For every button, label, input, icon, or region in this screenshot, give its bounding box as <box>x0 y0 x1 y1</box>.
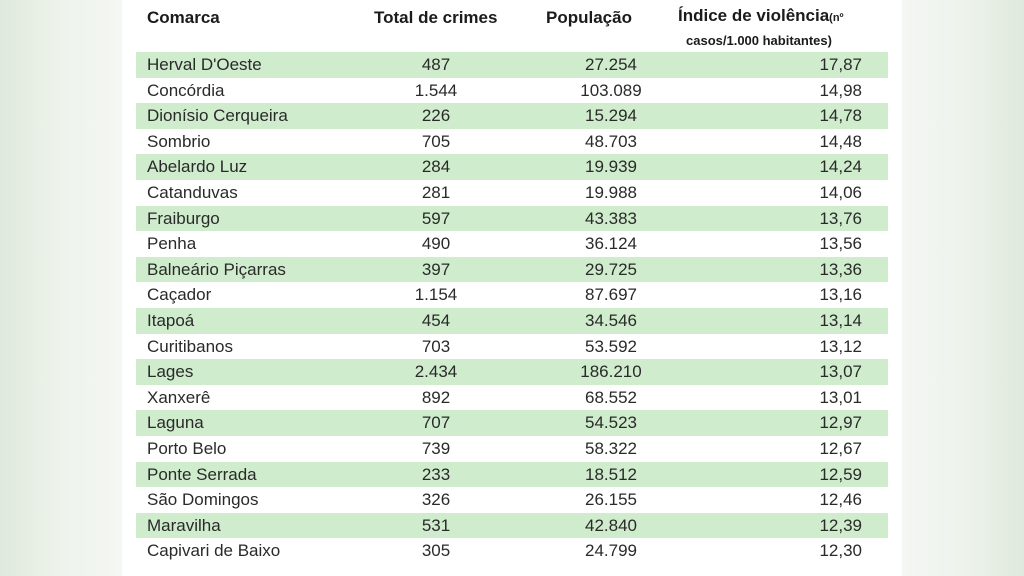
cell-populacao: 19.939 <box>585 157 637 177</box>
cell-comarca: Balneário Piçarras <box>147 259 286 279</box>
cell-populacao: 15.294 <box>585 106 637 126</box>
cell-total-crimes: 487 <box>421 55 451 74</box>
cell-comarca: Lages <box>147 362 194 382</box>
cell-comarca: Catanduvas <box>147 182 238 202</box>
header-indice-main: Índice de violência <box>678 6 830 25</box>
cell-total-crimes: 531 <box>421 515 451 535</box>
cell-indice: 13,56 <box>819 234 862 254</box>
cell-populacao: 36.124 <box>585 234 637 254</box>
cell-indice: 14,24 <box>819 157 862 177</box>
cell-comarca: Itapoá <box>147 310 195 330</box>
cell-indice: 12,67 <box>819 438 862 458</box>
cell-comarca: Porto Belo <box>147 438 227 458</box>
cell-indice: 14,78 <box>819 106 862 126</box>
cell-total-crimes: 892 <box>421 387 451 407</box>
cell-indice: 13,12 <box>819 336 862 356</box>
cell-total-crimes: 397 <box>421 259 451 279</box>
cell-comarca: Caçador <box>147 285 212 305</box>
cell-indice: 14,48 <box>819 131 862 151</box>
cell-populacao: 68.552 <box>585 387 637 407</box>
table-row <box>136 78 888 104</box>
cell-comarca: Xanxerê <box>147 387 211 407</box>
cell-indice: 13,16 <box>819 285 862 305</box>
cell-total-crimes: 597 <box>421 208 451 228</box>
table-row <box>136 334 888 360</box>
cell-populacao: 29.725 <box>585 259 637 279</box>
cell-comarca: Dionísio Cerqueira <box>147 106 288 126</box>
cell-indice: 13,76 <box>819 208 862 228</box>
header-indice-note: (nº <box>829 12 844 24</box>
cell-populacao: 53.592 <box>585 336 637 356</box>
cell-populacao: 27.254 <box>585 55 637 74</box>
cell-total-crimes: 281 <box>421 182 451 202</box>
header-total-crimes: Total de crimes <box>374 8 498 27</box>
cell-populacao: 87.697 <box>585 285 637 305</box>
cell-indice: 12,39 <box>819 515 862 535</box>
cell-total-crimes: 226 <box>421 106 451 126</box>
cell-populacao: 26.155 <box>585 490 637 510</box>
cell-indice: 12,59 <box>819 464 862 484</box>
cell-populacao: 186.210 <box>580 362 642 382</box>
header-indice <box>678 6 844 26</box>
header-indice-line2: casos/1.000 habitantes) <box>686 33 832 48</box>
cell-total-crimes: 326 <box>421 490 451 510</box>
table-row <box>136 462 888 488</box>
table-row <box>136 436 888 462</box>
cell-indice: 17,87 <box>819 55 862 74</box>
cell-populacao: 19.988 <box>585 182 637 202</box>
cell-populacao: 48.703 <box>585 131 637 151</box>
document-sheet <box>122 0 902 576</box>
cell-total-crimes: 2.434 <box>414 362 458 382</box>
table-row <box>136 308 888 334</box>
crime-table <box>136 52 888 564</box>
cell-indice: 12,46 <box>819 490 862 510</box>
cell-total-crimes: 1.544 <box>414 80 458 100</box>
cell-total-crimes: 739 <box>421 438 451 458</box>
cell-indice: 12,30 <box>819 541 862 561</box>
cell-indice: 14,98 <box>819 80 862 100</box>
cell-populacao: 54.523 <box>585 413 637 433</box>
table-row <box>136 103 888 129</box>
cell-total-crimes: 284 <box>421 157 451 177</box>
table-row <box>136 154 888 180</box>
cell-indice: 13,07 <box>819 362 862 382</box>
cell-populacao: 34.546 <box>585 310 637 330</box>
cell-total-crimes: 1.154 <box>414 285 458 305</box>
cell-populacao: 103.089 <box>580 80 642 100</box>
cell-indice: 13,36 <box>819 259 862 279</box>
cell-total-crimes: 703 <box>421 336 451 356</box>
cell-comarca: Penha <box>147 234 197 254</box>
cell-populacao: 18.512 <box>585 464 637 484</box>
cell-total-crimes: 705 <box>421 131 451 151</box>
cell-populacao: 58.322 <box>585 438 637 458</box>
cell-populacao: 24.799 <box>585 541 637 561</box>
table-row <box>136 231 888 257</box>
cell-comarca: Fraiburgo <box>147 208 220 228</box>
cell-total-crimes: 233 <box>421 464 451 484</box>
cell-comarca: Capivari de Baixo <box>147 541 281 561</box>
cell-comarca: São Domingos <box>147 490 259 510</box>
header-populacao: População <box>546 8 632 27</box>
table-row <box>136 487 888 513</box>
cell-total-crimes: 454 <box>421 310 451 330</box>
cell-total-crimes: 305 <box>421 541 451 561</box>
cell-comarca: Maravilha <box>147 515 221 535</box>
cell-comarca: Herval D'Oeste <box>147 55 262 74</box>
table-row <box>136 282 888 308</box>
cell-comarca: Ponte Serrada <box>147 464 257 484</box>
table-row <box>136 180 888 206</box>
cell-indice: 12,97 <box>819 413 862 433</box>
cell-comarca: Curitibanos <box>147 336 233 356</box>
cell-comarca: Concórdia <box>147 80 225 100</box>
table-row <box>136 257 888 283</box>
cell-populacao: 42.840 <box>585 515 637 535</box>
table-row <box>136 538 888 564</box>
table-row <box>136 513 888 539</box>
cell-comarca: Sombrio <box>147 131 211 151</box>
cell-comarca: Laguna <box>147 413 204 433</box>
table-row <box>136 206 888 232</box>
table-row <box>136 359 888 385</box>
table-row <box>136 52 888 78</box>
table-row <box>136 385 888 411</box>
cell-total-crimes: 707 <box>421 413 451 433</box>
header-comarca: Comarca <box>147 8 220 27</box>
cell-total-crimes: 490 <box>421 234 451 254</box>
cell-populacao: 43.383 <box>585 208 637 228</box>
table-row <box>136 410 888 436</box>
cell-comarca: Abelardo Luz <box>147 157 248 177</box>
cell-indice: 14,06 <box>819 182 862 202</box>
table-row <box>136 129 888 155</box>
cell-indice: 13,14 <box>819 310 862 330</box>
cell-indice: 13,01 <box>819 387 862 407</box>
